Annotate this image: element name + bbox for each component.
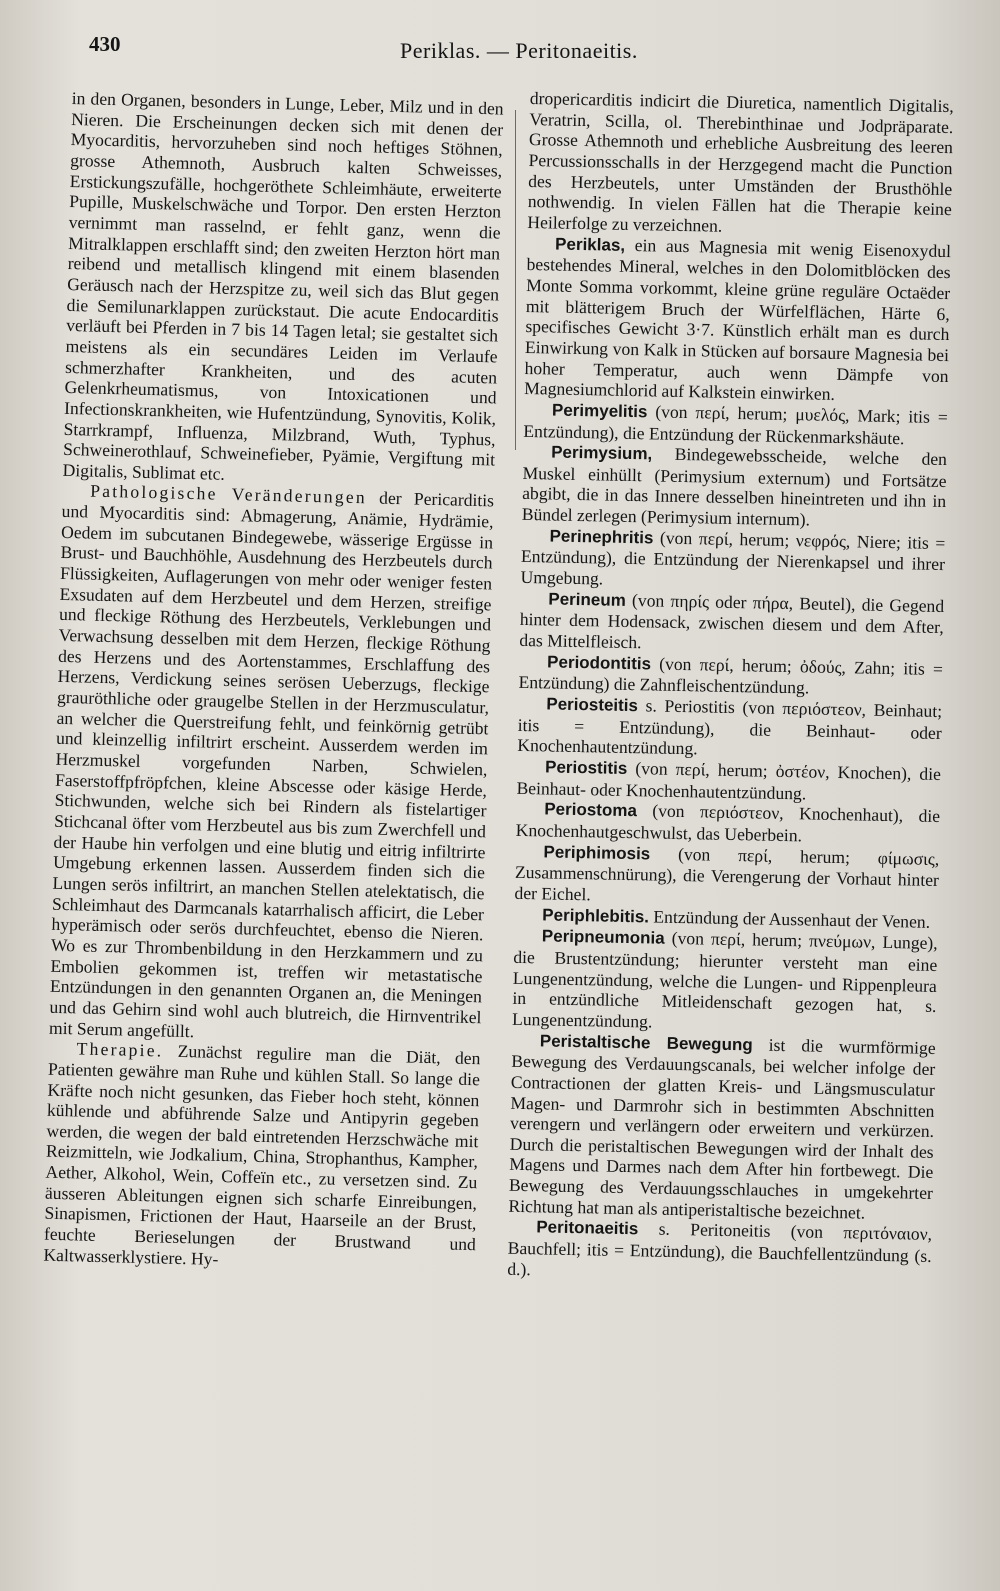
dictionary-entry (508, 1029, 936, 1224)
entry-headword: Periodontitis (546, 652, 652, 674)
pathology-lead: Pathologische Veränderungen (90, 481, 368, 508)
entry-text: s. Periostitis (von περιόστεον, Beinhaut; itis = Entzündung), die Beinhaut- oder Knochenhautentzündung. (517, 695, 943, 759)
entry-text: (von περιόστεον, Knochenhaut), die Knochenhautgeschwulst, das Ueberbein. (515, 800, 941, 846)
entry-text: (von περί, herum; πνεύμων, Lunge), die Brustentzündung; hierunter versteht man eine Lungenentzündung, welche die Lungen- und Rippenpleura in entzündliche Mitleidenschaft gezogen hat, s. Lungenentzündung. (511, 927, 938, 1032)
entry-headword: Periphimosis (543, 842, 651, 864)
entry-text: (von περί, herum; μυελός, Mark; itis = Entzündung), die Entzündung der Rückenmarkshäute. (523, 401, 948, 448)
right-column (507, 88, 954, 1287)
entry-text: ist die wurmförmige Bewegung des Verdauungscanals, bei welcher infolge der Contractionen der glatten Kreis- und Längsmusculatur Magen- und Darmrohr sich in bestimmten Abschnitten verengern und verlängern oder erweitern und verkürzen. Durch die peristaltischen Bewegungen wird der Inhalt des Magens und Darmes nach dem After hin fortbewegt. Die Bewegung des Verdauungsschlauches in umgekehrter Richtung hat man als antiperistaltische bezeichnet. (508, 1033, 936, 1223)
entry-headword: Peristaltische Bewegung (539, 1030, 753, 1054)
entry-text: Entzündung der Aussenhaut der Venen. (648, 906, 931, 932)
page-header (0, 32, 1000, 72)
entry-text: (von περί, herum; ὀδούς, Zahn; itis = Entzündung) die Zahnfleischentzündung. (518, 653, 944, 698)
dictionary-entry (507, 1216, 932, 1287)
dictionary-entry (514, 840, 939, 911)
entry-headword: Perimysium, (550, 442, 653, 464)
entry-headword: Perimyelitis (551, 400, 648, 422)
dictionary-entry (519, 588, 944, 659)
entry-text: s. Peritoneitis (von περιτόναιον, Bauchfell; itis = Entzündung), die Bauchfellentzündung (s. d.). (507, 1218, 933, 1279)
column-divider (515, 110, 516, 450)
entry-headword: Periostitis (544, 757, 628, 778)
pathology-text: der Pericarditis und Myocarditis sind: Abmagerung, Anämie, Hydrämie, Oedem im subcutanen Bindegewebe, wässerige Ergüsse in Brust- und Bauchhöhle, Ausdehnung des Herzbeutels durch Flüssigkeiten, Auflagerungen von mehr oder weniger festen Exsudaten auf dem Herzbeutel und dem Herzen, streifige und fleckige Röthung des Herzbeutels, Verklebungen und Verwachsung desselben mit dem Herzen, fleckige Röthung des Herzens und des Aortenstammes, Erschlaffung des Herzens, Verdickung seines serösen Ueberzugs, fleckige grauröthliche oder graugelbe Stellen in der Herzmusculatur, an welcher die Querstreifung fehlt, und feinkörnig getrübt und kleinzellig infiltrirt erscheint. Ausserdem werden im Herzmuskel vorgefunden Narben, Schwielen, Faserstoffpfröpfchen, kleine Abscesse oder käsige Herde, Stichwunden, welche sich bei Rindern als fistelartiger Stichcanal öfter vom Herzbeutel aus bis zum Zwerchfell und der Haube hin verfolgen und eine blutig und eitrig infiltrirte Umgebung erkennen lassen. Ausserdem finden sich die Lungen serös infiltrirt, an manchen Stellen atelektatisch, die Schleimhaut des Darmcanals katarrhalisch afficirt, die Leber hyperämisch oder serös durchfeuchtet, ebenso die Nieren. Wo es zur Thrombenbildung in den Herzkammern und zu Embolien gekommen ist, treffen wir metastatische Entzündungen in den genannten Organen an, die Meningen und das Gehirn sind wohl auch blutreich, die Hirnventrikel mit Serum angefüllt. (48, 487, 495, 1041)
entry-headword: Periostoma (544, 799, 638, 821)
dictionary-entry (520, 525, 945, 596)
entry-headword: Peritonaeitis (536, 1217, 639, 1239)
entry-headword: Perineum (548, 589, 627, 610)
entry-text: (von περί, herum; φίμωσις, Zusammenschnürung), die Verengerung der Vorhaut hinter der Eichel. (514, 843, 940, 905)
paragraph-pathology (49, 480, 494, 1048)
dictionary-entry (512, 925, 938, 1037)
entry-text: (von περί, herum; νεφρός, Niere; itis = Entzündung), die Entzündung der Nierenkapsel und ihrer Umgebung. (520, 527, 946, 589)
paragraph-symptoms: in den Organen, besonders in Lunge, Leber, Milz und in den Nieren. Die Erscheinungen decken sich mit denen der Myocarditis, hervorzuheben sind noch heftiges Stöhnen, grosse Athemnoth, Ausbruch kalten Schweisses, Erstickungszufälle, hochgeröthete Schleimhäute, erweiterte Pupille, Muskelschwäche und Torpor. Den ersten Herzton vernimmt man rasselnd, er fehlt ganz, wenn die Mitralklappen erschlafft sind; den zweiten Herzton hört man reibend und metallisch klingend mit einem blasenden Geräusch nach der Herzspitze zu, weil sich das Blut gegen die Semilunarklappen zurückstaut. Die acute Endocarditis verläuft bei Pferden in 7 bis 14 Tagen letal; sie gestaltet sich meistens als ein secundäres Leiden im Verlaufe schmerzhafter Krankheiten, und des acuten Gelenkrheumatismus, von Intoxicationen und Infectionskrankheiten, wie Hufentzündung, Synovitis, Kolik, Starrkrampf, Influenza, Milzbrand, Wuth, Typhus, Schweinerothlauf, Schweinefieber, Pyämie, Vergiftung mit Digitalis, Sublimat etc. (62, 88, 504, 484)
entry-headword: Perinephritis (549, 526, 654, 548)
entry-headword: Peripneumonia (541, 926, 665, 948)
paragraph-continuation: dropericarditis indicirt die Diuretica, namentlich Digitalis, Veratrin, Scilla, ol. Therebinthinae und Jodpräparate. Grosse Athemnoth und erhebliche Ausbreitung des leeren Percussionsschalls in der Herzgegend macht die Punction des Herzbeutels, unter Umständen der Brusthöhle nothwendig. In vielen Fällen hat die Therapie keine Heilerfolge zu verzeichnen. (527, 88, 954, 236)
page-number: 430 (89, 32, 121, 56)
paragraph-therapy (43, 1038, 480, 1276)
entry-text: Bindegewebsscheide, welche den Muskel einhüllt (Perimysium externum) und Fortsätze abgibt, die in das Innere desselben hineintreten und ihn in Bündel zerlegen (Perimysium internum). (521, 443, 948, 530)
therapy-lead: Therapie. (76, 1038, 164, 1061)
left-column (43, 88, 504, 1276)
entry-text: (von πηρίς oder πήρα, Beutel), die Gegend hinter dem Hodensack, zwischen diesem und dem After, das Mittelfleisch. (519, 589, 945, 653)
running-title: Periklas. — Peritonaeitis. (400, 38, 638, 63)
dictionary-entry (516, 798, 941, 848)
entry-headword: Periosteitis (546, 694, 639, 716)
dictionary-entries (507, 233, 951, 1288)
dictionary-entry (522, 441, 948, 533)
dictionary-entry (524, 233, 951, 407)
entry-headword: Periklas, (554, 234, 626, 255)
therapy-text: Zunächst regulire man die Diät, den Patienten gewähre man Ruhe und kühlen Stall. So lange die Kräfte noch nicht gesunken, das Fieber hoch steht, können kühlende und abführende Salze und Antipyrin gegeben werden, die wegen der bald eintretenden Herzschwäche mit Reizmitteln, wie Jodkalium, China, Strophanthus, Kampher, Aether, Alkohol, Wein, Coffeïn etc., zu versetzen sind. Zu äusseren Ableitungen eignen sich scharfe Einreibungen, Sinapismen, Frictionen der Haut, Haarseile an der Brust, feuchte Berieselungen der Brustwand und Kaltwasserklystiere. Hy- (43, 1040, 481, 1269)
entry-text: ein aus Magnesia mit wenig Eisenoxydul bestehendes Mineral, welches in den Dolomitblöcken des Monte Somma vorkommt, kleine grüne reguläre Octaëder mit blätterigem Bruch der Würfelflächen, Härte 6, specifisches Gewicht 3·7. Künstlich erhält man es durch Einwirkung von Kalk in Stücken auf borsaure Magnesia bei hoher Temperatur, auch wenn Dämpfe von Magnesiumchlorid auf Kalkstein einwirken. (524, 234, 952, 405)
entry-headword: Periphlebitis. (542, 904, 650, 927)
entry-text: (von περί, herum; ὀστέον, Knochen), die Beinhaut- oder Knochenhautentzündung. (516, 757, 942, 804)
dictionary-entry (517, 693, 942, 764)
